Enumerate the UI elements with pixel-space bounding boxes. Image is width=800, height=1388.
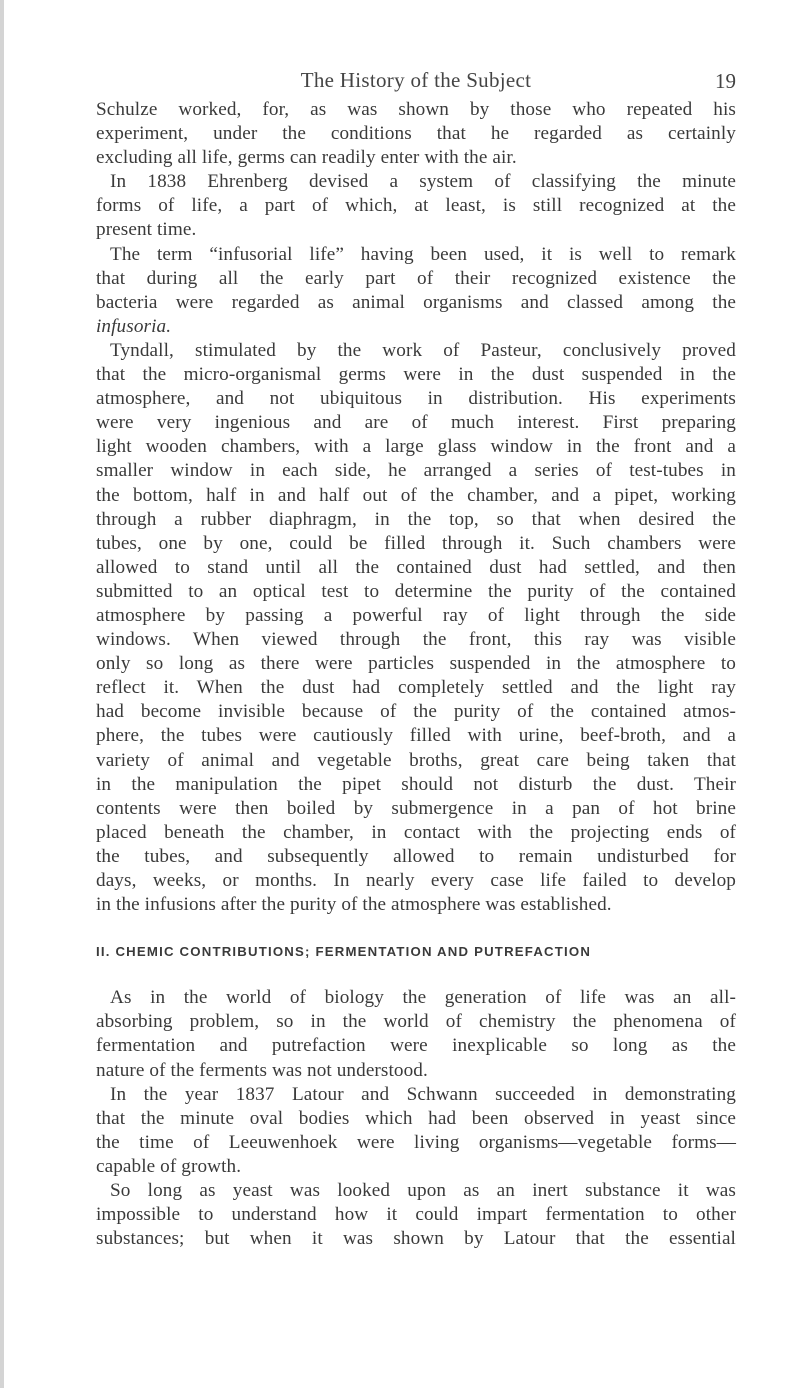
text-line: in the manipulation the pipet should not disturb the dust. Their — [96, 773, 736, 795]
paragraphs-after — [96, 986, 736, 1251]
paragraph — [96, 986, 736, 1082]
text-line: allowed to stand until all the contained dust had settled, and then — [96, 556, 736, 578]
text-line: variety of animal and vegetable broths, great care being taken that — [96, 749, 736, 771]
body-text — [96, 98, 736, 1251]
text-line: reflect it. When the dust had completely settled and the light ray — [96, 677, 736, 699]
running-head: The History of the Subject — [300, 68, 532, 92]
text-line: As in the world of biology the generation of life was an all- — [110, 987, 736, 1009]
text-line: So long as yeast was looked upon as an inert substance it was — [110, 1180, 736, 1202]
text-line: smaller window in each side, he arranged a series of test-tubes in — [96, 460, 736, 482]
text-line: Tyndall, stimulated by the work of Pasteur, conclusively proved — [110, 339, 736, 361]
text-line: atmosphere, and not ubiquitous in distribution. His experiments — [96, 388, 736, 410]
text-line: phere, the tubes were cautiously filled with urine, beef-broth, and a — [96, 725, 736, 747]
text-line: forms of life, a part of which, at least, is still recognized at the — [96, 195, 736, 217]
page-left-edge — [0, 0, 4, 1388]
paragraphs-before — [96, 98, 736, 917]
text-line: the tubes, and subsequently allowed to remain undisturbed for — [96, 845, 736, 867]
text-line: that during all the early part of their recognized existence the — [96, 267, 736, 289]
text-line: impossible to understand how it could impart fermentation to other — [96, 1204, 736, 1226]
text-line: that the micro-organismal germs were in the dust suspended in the — [96, 364, 736, 386]
paragraph — [96, 170, 736, 242]
text-line: In 1838 Ehrenberg devised a system of classifying the minute — [110, 171, 736, 193]
text-line: through a rubber diaphragm, in the top, so that when desired the — [96, 508, 736, 530]
paragraph — [96, 1179, 736, 1251]
text-line: only so long as there were particles suspended in the atmosphere to — [96, 653, 736, 675]
text-line: present time. — [96, 219, 197, 241]
text-line-italic: infusoria. — [96, 315, 172, 337]
paragraph — [96, 243, 736, 339]
text-line: were very ingenious and are of much interest. First preparing — [96, 412, 736, 434]
text-line: absorbing problem, so in the world of chemistry the phenomena of — [96, 1011, 736, 1033]
text-line: capable of growth. — [96, 1155, 242, 1177]
text-line: The term “infusorial life” having been used, it is well to remark — [110, 243, 736, 265]
section-heading: II. CHEMIC CONTRIBUTIONS; FERMENTATION AND PUTREFACTION — [96, 944, 592, 960]
text-line: fermentation and putrefaction were inexplicable so long as the — [96, 1035, 736, 1057]
text-line: had become invisible because of the purity of the contained atmos- — [96, 701, 736, 723]
page-header — [96, 68, 736, 98]
text-line: excluding all life, germs can readily enter with the air. — [96, 147, 517, 169]
paragraph — [96, 98, 736, 170]
text-line: substances; but when it was shown by Latour that the essential — [96, 1228, 736, 1250]
paragraph — [96, 1083, 736, 1179]
text-line: bacteria were regarded as animal organisms and classed among the — [96, 291, 736, 313]
paragraph — [96, 339, 736, 917]
text-line: windows. When viewed through the front, this ray was visible — [96, 629, 736, 651]
text-line: submitted to an optical test to determine the purity of the contained — [96, 580, 736, 602]
text-line: placed beneath the chamber, in contact with the projecting ends of — [96, 821, 736, 843]
page-number: 19 — [715, 69, 736, 93]
text-line: in the infusions after the purity of the atmosphere was established. — [96, 894, 612, 916]
text-line: days, weeks, or months. In nearly every case life failed to develop — [96, 870, 736, 891]
text-line: experiment, under the conditions that he regarded as certainly — [96, 123, 736, 145]
text-line: the bottom, half in and half out of the chamber, and a pipet, working — [96, 484, 736, 506]
text-line: the time of Leeuwenhoek were living organisms—vegetable forms— — [96, 1131, 736, 1153]
text-line: In the year 1837 Latour and Schwann succeeded in demonstrating — [110, 1083, 736, 1105]
text-line: tubes, one by one, could be filled through it. Such chambers were — [96, 532, 736, 554]
text-line: light wooden chambers, with a large glass window in the front and a — [96, 436, 736, 458]
text-line: contents were then boiled by submergence in a pan of hot brine — [96, 797, 736, 819]
text-line: Schulze worked, for, as was shown by those who repeated his — [96, 99, 736, 120]
text-line: nature of the ferments was not understood. — [96, 1059, 428, 1081]
text-line: atmosphere by passing a powerful ray of light through the side — [96, 604, 736, 626]
text-line: that the minute oval bodies which had been observed in yeast since — [96, 1107, 736, 1129]
